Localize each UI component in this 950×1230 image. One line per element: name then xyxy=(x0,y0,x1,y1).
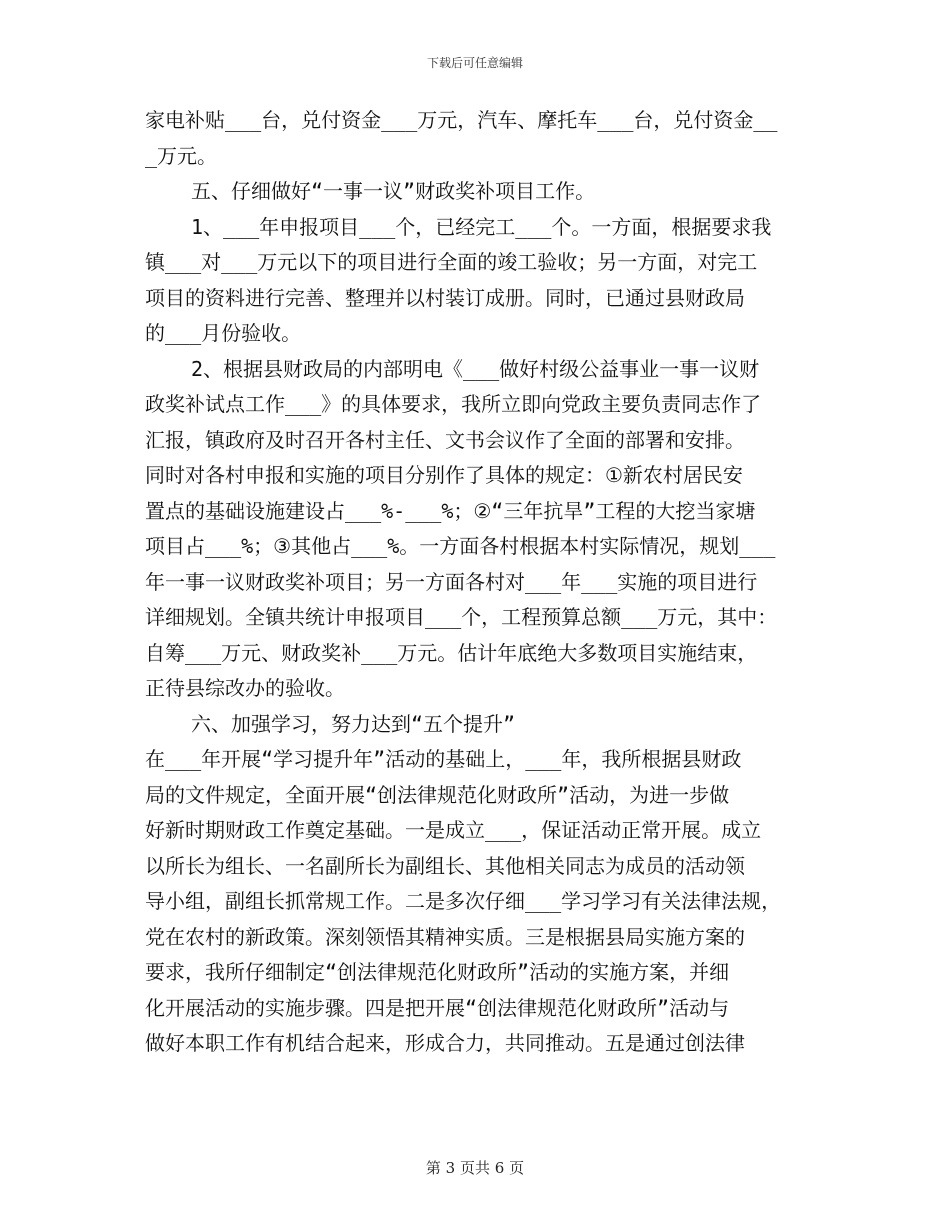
page-footer: 第 3 页共 6 页 xyxy=(425,1159,525,1177)
text-line: 党在农村的新政策。深刻领悟其精神实质。三是根据县局实施方案的 xyxy=(145,924,745,949)
text-line: 项目占___%；③其他占___%。一方面各村根据本村实际情况，规划___ xyxy=(145,534,776,558)
text-line: 在___年开展“学习提升年”活动的基础上，___年，我所根据县财政 xyxy=(145,747,742,771)
text-line: 同时对各村申报和实施的项目分别作了具体的规定：①新农村居民安 xyxy=(145,463,743,487)
section-heading: 五、仔细做好“一事一议”财政奖补项目工作。 xyxy=(191,179,596,203)
text-line: 政奖补试点工作___》的具体要求，我所立即向党政主要负责同志作了 xyxy=(145,392,762,416)
text-line: 镇___对___万元以下的项目进行全面的竣工验收；另一方面，对完工 xyxy=(145,250,758,274)
page-header: 下载后可任意编辑 xyxy=(426,56,523,70)
text-line: 的___月份验收。 xyxy=(145,321,302,345)
text-line: 导小组，副组长抓常规工作。二是多次仔细___学习学习有关法律法规， xyxy=(145,889,782,913)
text-line: 年一事一议财政奖补项目；另一方面各村对___年___实施的项目进行 xyxy=(145,569,758,594)
text-line: 家电补贴___台，兑付资金___万元，汽车、摩托车___台，兑付资金__ xyxy=(145,108,778,132)
text-line: _万元。 xyxy=(145,143,218,168)
text-line: 正待县综改办的验收。 xyxy=(145,676,345,700)
document-body xyxy=(145,103,810,1062)
text-line: 汇报，镇政府及时召开各村主任、文书会议作了全面的部署和安排。 xyxy=(145,427,745,452)
text-line: 置点的基础设施建设占___%-___%；②“三年抗旱”工程的大挖当家塘 xyxy=(145,498,756,523)
text-line: 以所长为组长、一名副所长为副组长、其他相关同志为成员的活动领 xyxy=(145,853,745,878)
text-line: 要求，我所仔细制定“创法律规范化财政所”活动的实施方案，并细 xyxy=(145,960,730,984)
text-line: 做好本职工作有机结合起来，形成合力，共同推动。五是通过创法律 xyxy=(145,1031,745,1055)
text-line: 局的文件规定，全面开展“创法律规范化财政所”活动，为进一步做 xyxy=(145,782,730,807)
text-line: 好新时期财政工作奠定基础。一是成立___，保证活动正常开展。成立 xyxy=(145,818,762,842)
section-heading: 六、加强学习，努力达到“五个提升” xyxy=(191,711,516,736)
text-line: 化开展活动的实施步骤。四是把开展“创法律规范化财政所”活动与 xyxy=(145,995,730,1020)
text-line: 详细规划。全镇共统计申报项目___个，工程预算总额___万元，其中： xyxy=(145,605,778,629)
text-line: 2、根据县财政局的内部明电《___做好村级公益事业一事一议财 xyxy=(191,356,760,381)
text-line: 项目的资料进行完善、整理并以村装订成册。同时，已通过县财政局 xyxy=(145,285,745,310)
text-line: 自筹___万元、财政奖补___万元。估计年底绝大多数项目实施结束， xyxy=(145,640,758,665)
text-line: 1、___年申报项目___个，已经完工___个。一方面，根据要求我 xyxy=(191,214,772,239)
